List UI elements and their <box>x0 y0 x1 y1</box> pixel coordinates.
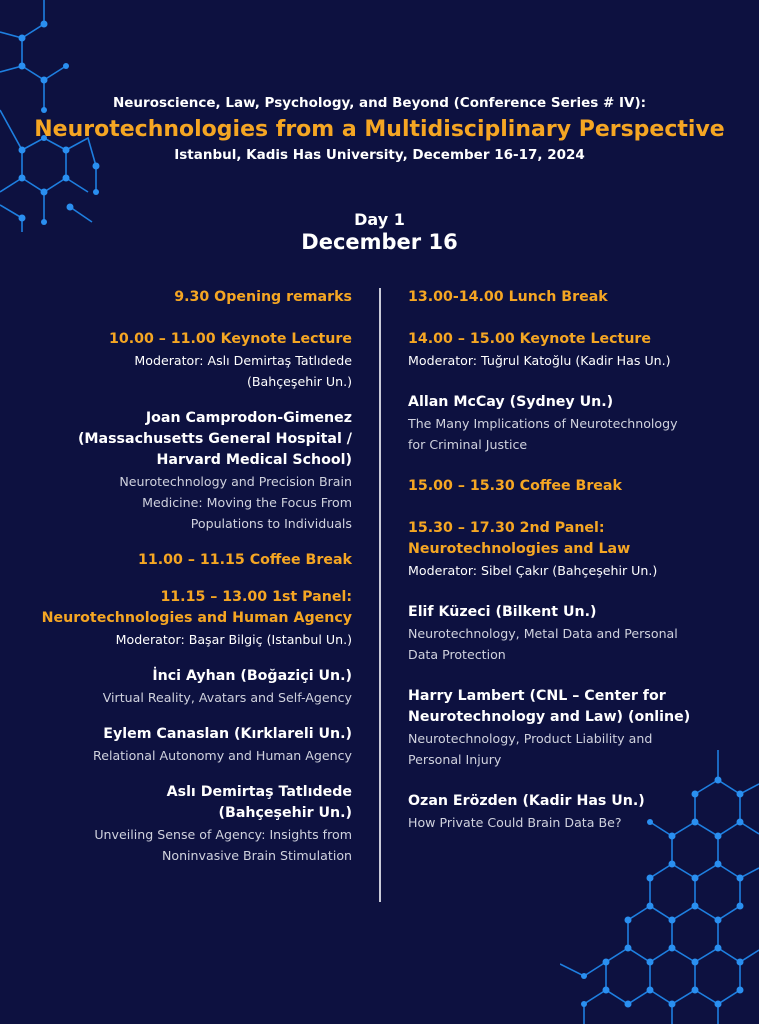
keynote1-talk-3: Populations to Individuals <box>190 516 352 531</box>
talk-title: Neurotechnology, Metal Data and Personal <box>408 626 678 641</box>
talk-speaker: Eylem Canaslan (Kırklareli Un.) <box>103 726 352 742</box>
talk-speaker: Ozan Erözden (Kadir Has Un.) <box>408 793 645 809</box>
talk-speaker: Aslı Demirtaş Tatlıdede <box>166 784 352 800</box>
talk-title-2: Data Protection <box>408 647 506 662</box>
day-label: Day 1 <box>354 210 405 229</box>
keynote1-speaker: Joan Camprodon-Gimenez <box>145 410 352 426</box>
keynote2-moderator: Moderator: Tuğrul Katoğlu (Kadir Has Un.) <box>408 353 671 368</box>
talk-title-2: Noninvasive Brain Stimulation <box>161 848 352 863</box>
day-heading <box>0 210 759 254</box>
keynote1-moderator: Moderator: Aslı Demirtaş Tatlıdede <box>134 353 352 368</box>
keynote1-talk: Neurotechnology and Precision Brain <box>119 474 352 489</box>
keynote1-speaker-affiliation-2: Harvard Medical School) <box>156 452 352 468</box>
keynote1-talk-2: Medicine: Moving the Focus From <box>142 495 352 510</box>
keynote1-moderator-affiliation: (Bahçeşehir Un.) <box>246 374 352 389</box>
panel2-title: Neurotechnologies and Law <box>408 541 631 557</box>
panel2-moderator: Moderator: Sibel Çakır (Bahçeşehir Un.) <box>408 563 658 578</box>
talk-title: Virtual Reality, Avatars and Self-Agency <box>102 690 352 705</box>
talk-speaker: İnci Ayhan (Boğaziçi Un.) <box>152 668 352 684</box>
day-date: December 16 <box>301 230 458 254</box>
program-left-column <box>20 287 352 866</box>
program-right-column <box>408 287 738 833</box>
lunch-break: 13.00-14.00 Lunch Break <box>408 289 608 305</box>
talk-title: Neurotechnology, Product Liability and <box>408 731 653 746</box>
panel2-time: 15.30 – 17.30 2nd Panel: <box>408 520 605 536</box>
keynote2-talk: The Many Implications of Neurotechnology <box>408 416 678 431</box>
talk-title: Unveiling Sense of Agency: Insights from <box>94 827 352 842</box>
talk-title: Relational Autonomy and Human Agency <box>93 748 352 763</box>
talk-speaker: Elif Küzeci (Bilkent Un.) <box>408 604 597 620</box>
opening-remarks: 9.30 Opening remarks <box>174 289 352 305</box>
column-divider <box>379 288 381 902</box>
keynote2-talk-2: for Criminal Justice <box>408 437 528 452</box>
location-date: Istanbul, Kadis Has University, December 16-17, 2024 <box>174 147 585 163</box>
series-title: Neuroscience, Law, Psychology, and Beyond (Conference Series # IV): <box>112 95 647 111</box>
talk-speaker-affiliation: (Bahçeşehir Un.) <box>218 805 352 821</box>
conference-header <box>0 95 759 163</box>
talk-speaker-affiliation: Neurotechnology and Law) (online) <box>408 709 691 725</box>
keynote2-speaker: Allan McCay (Sydney Un.) <box>408 394 614 410</box>
talk-speaker: Harry Lambert (CNL – Center for <box>408 688 666 704</box>
conference-title: Neurotechnologies from a Multidisciplinary Perspective <box>34 117 725 142</box>
panel1-moderator: Moderator: Başar Bilgiç (Istanbul Un.) <box>115 632 352 647</box>
talk-title: How Private Could Brain Data Be? <box>408 815 622 830</box>
talk-title-2: Personal Injury <box>408 752 502 767</box>
keynote1-speaker-affiliation: (Massachusetts General Hospital / <box>77 431 352 447</box>
keynote1-time: 10.00 – 11.00 Keynote Lecture <box>108 331 352 347</box>
keynote2-time: 14.00 – 15.00 Keynote Lecture <box>408 331 652 347</box>
coffee-break-1: 11.00 – 11.15 Coffee Break <box>138 552 352 568</box>
panel1-time: 11.15 – 13.00 1st Panel: <box>160 589 352 605</box>
panel1-title: Neurotechnologies and Human Agency <box>41 610 352 626</box>
coffee-break-2: 15.00 – 15.30 Coffee Break <box>408 478 622 494</box>
